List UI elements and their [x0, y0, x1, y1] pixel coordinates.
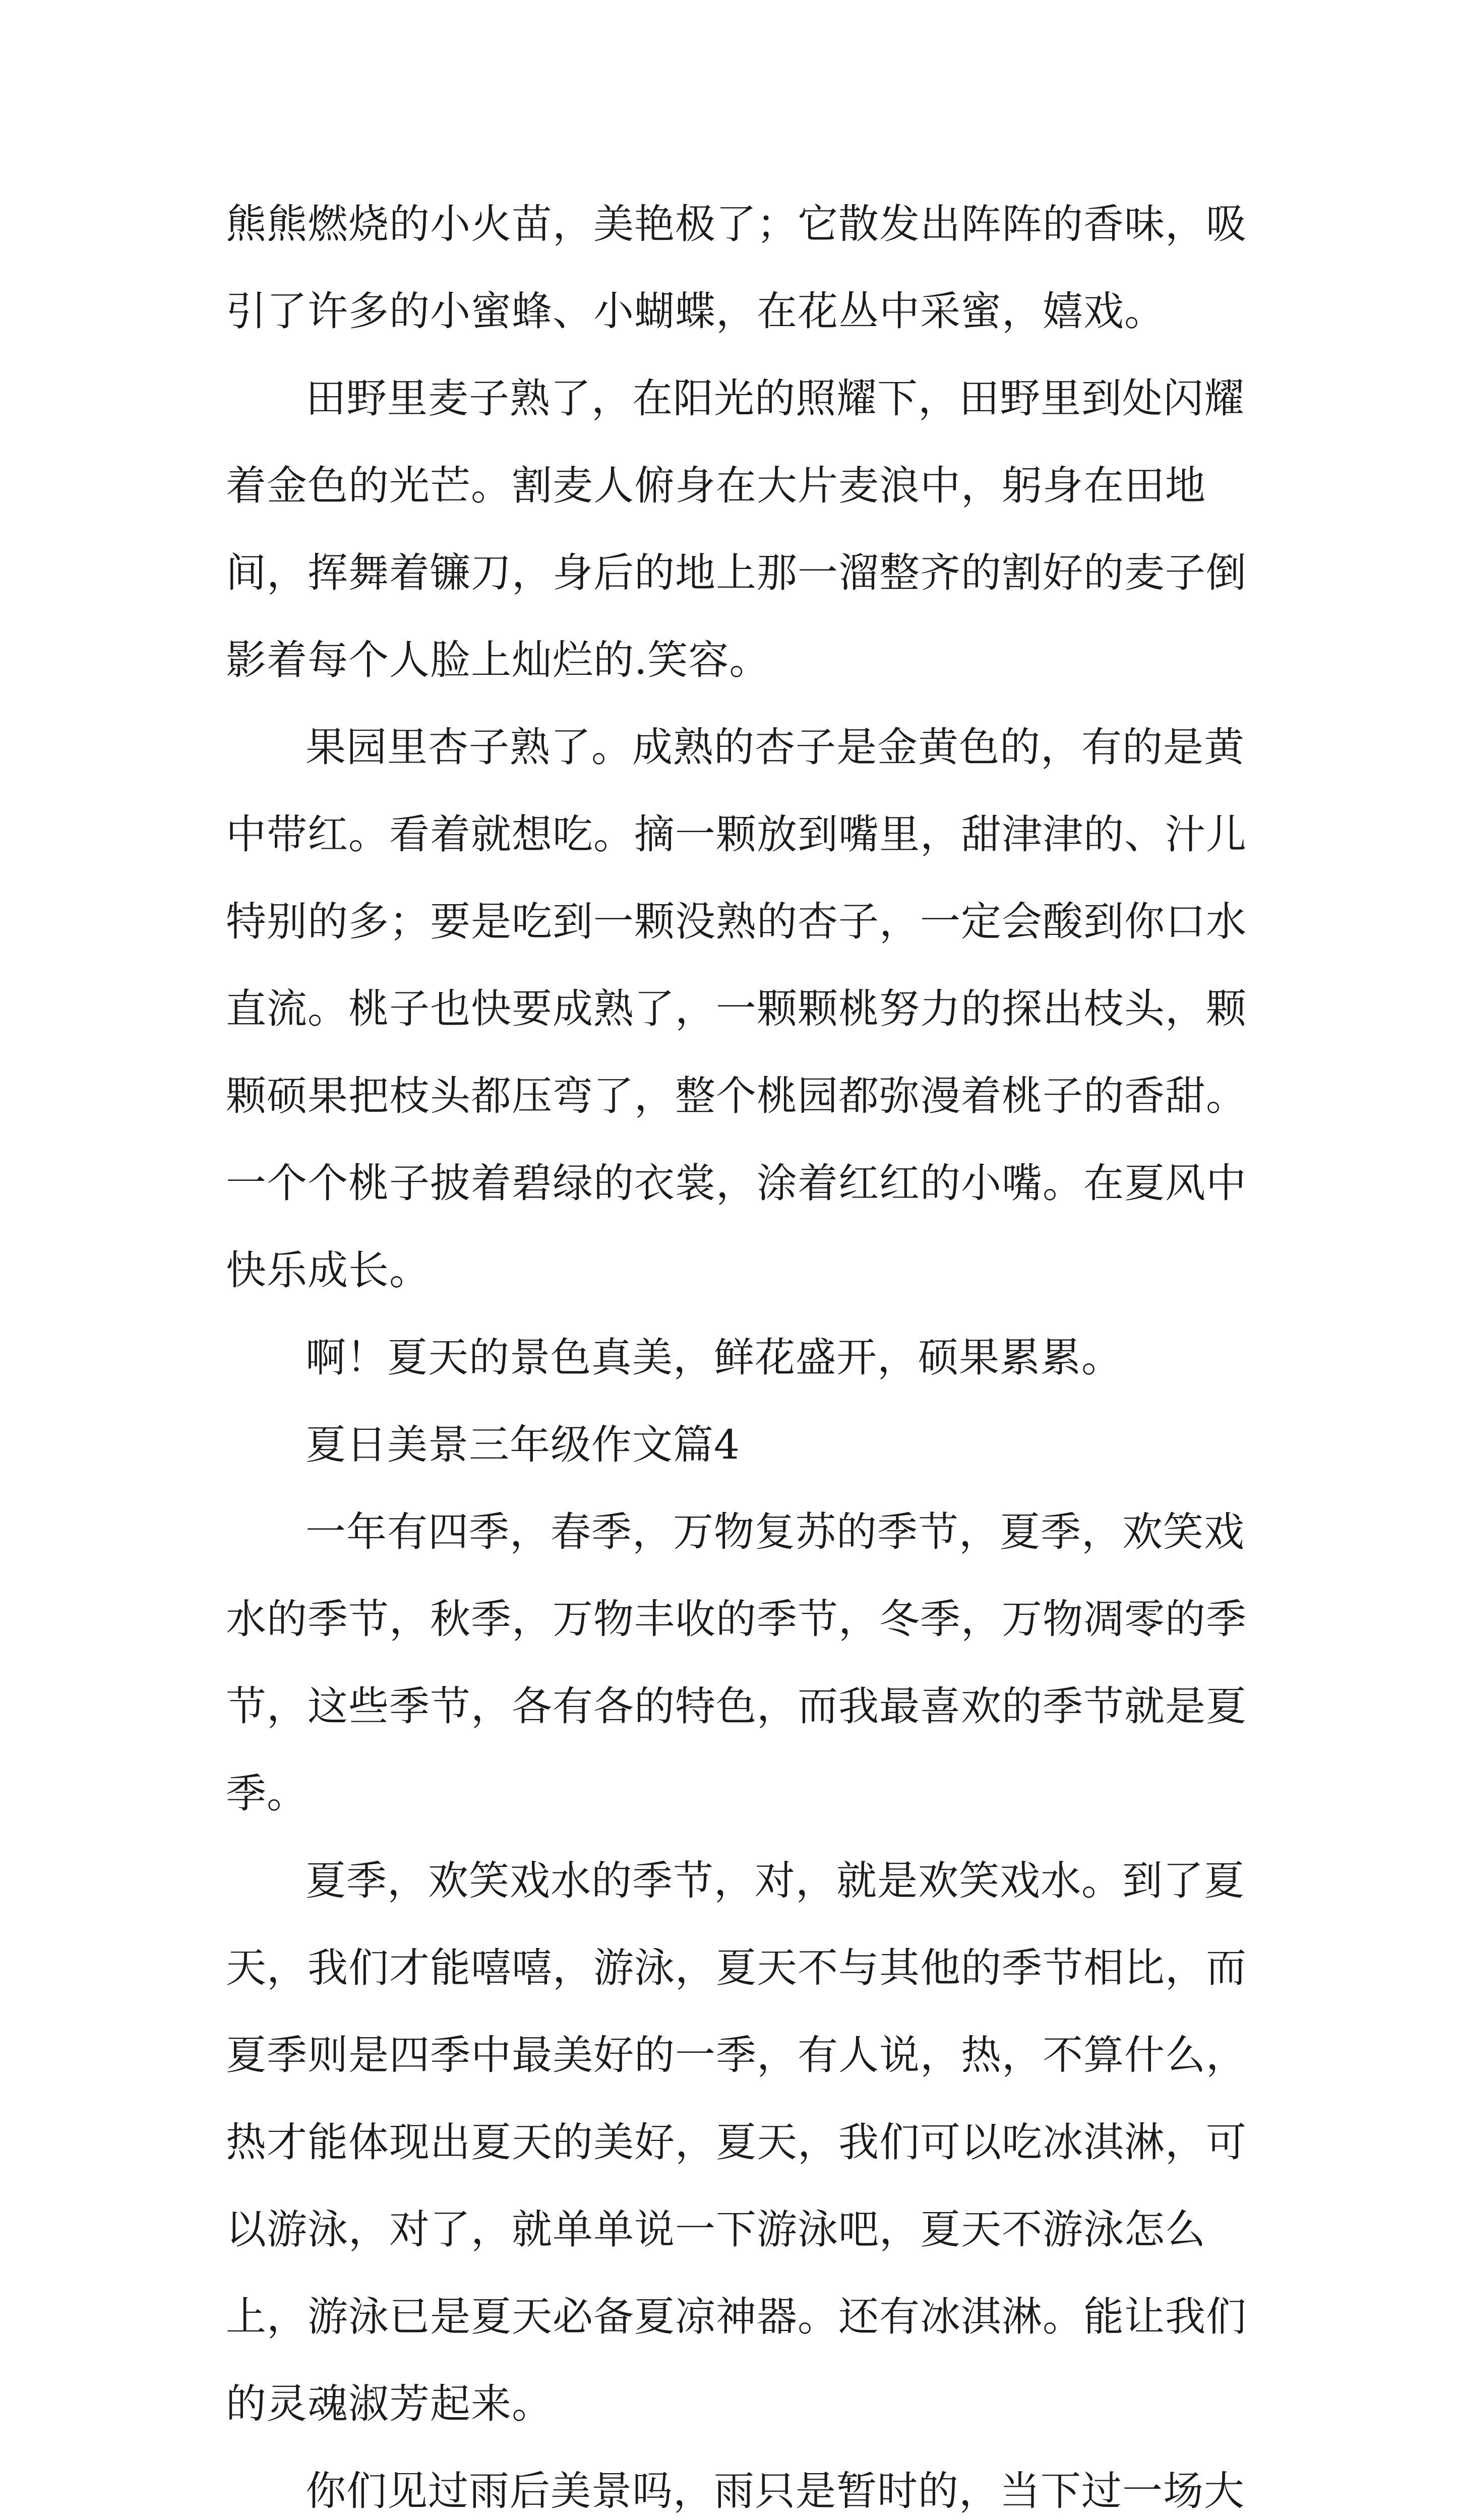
paragraph-3: 果园里杏子熟了。成熟的杏子是金黄色的，有的是黄中带红。看着就想吃。摘一颗放到嘴里，甜津津的、汁儿特别的多；要是吃到一颗没熟的杏子，一定会酸到你口水直流。桃子也快要成熟了，一颗颗桃努力的探出枝头，颗颗硕果把枝头都压弯了，整个桃园都弥漫着桃子的香甜。一个个桃子披着碧绿的衣裳，涂着红红的小嘴。在夏风中快乐成长。: [226, 724, 1247, 1294]
paragraph-2: 田野里麦子熟了，在阳光的照耀下，田野里到处闪耀着金色的光芒。割麦人俯身在大片麦浪中，躬身在田地间，挥舞着镰刀，身后的地上那一溜整齐的割好的麦子倒影着每个人脸上灿烂的.笑容。: [226, 375, 1247, 683]
paragraph-5: 一年有四季，春季，万物复苏的季节，夏季，欢笑戏水的季节，秋季，万物丰收的季节，冬季，万物凋零的季节，这些季节，各有各的特色，而我最喜欢的季节就是夏季。: [226, 1508, 1247, 1817]
document-body: [226, 180, 1259, 2520]
paragraph-4: 啊！夏天的景色真美，鲜花盛开，硕果累累。: [306, 1334, 1122, 1381]
section-heading: 夏日美景三年级作文篇4: [306, 1421, 740, 1468]
paragraph-7: 你们见过雨后美景吗，雨只是暂时的，当下过一场大: [306, 2468, 1245, 2514]
paragraph-1: 熊熊燃烧的小火苗，美艳极了；它散发出阵阵的香味，吸引了许多的小蜜蜂、小蝴蝶，在花丛中采蜜，嬉戏。: [226, 201, 1247, 335]
paragraph-6: 夏季，欢笑戏水的季节，对，就是欢笑戏水。到了夏天，我们才能嘻嘻，游泳，夏天不与其他的季节相比，而夏季则是四季中最美好的一季，有人说，热，不算什么，热才能体现出夏天的美好，夏天，我们可以吃冰淇淋，可以游泳，对了，就单单说一下游泳吧，夏天不游泳怎么上，游泳已是夏天必备夏凉神器。还有冰淇淋。能让我们的灵魂淑芳起来。: [226, 1857, 1247, 2427]
